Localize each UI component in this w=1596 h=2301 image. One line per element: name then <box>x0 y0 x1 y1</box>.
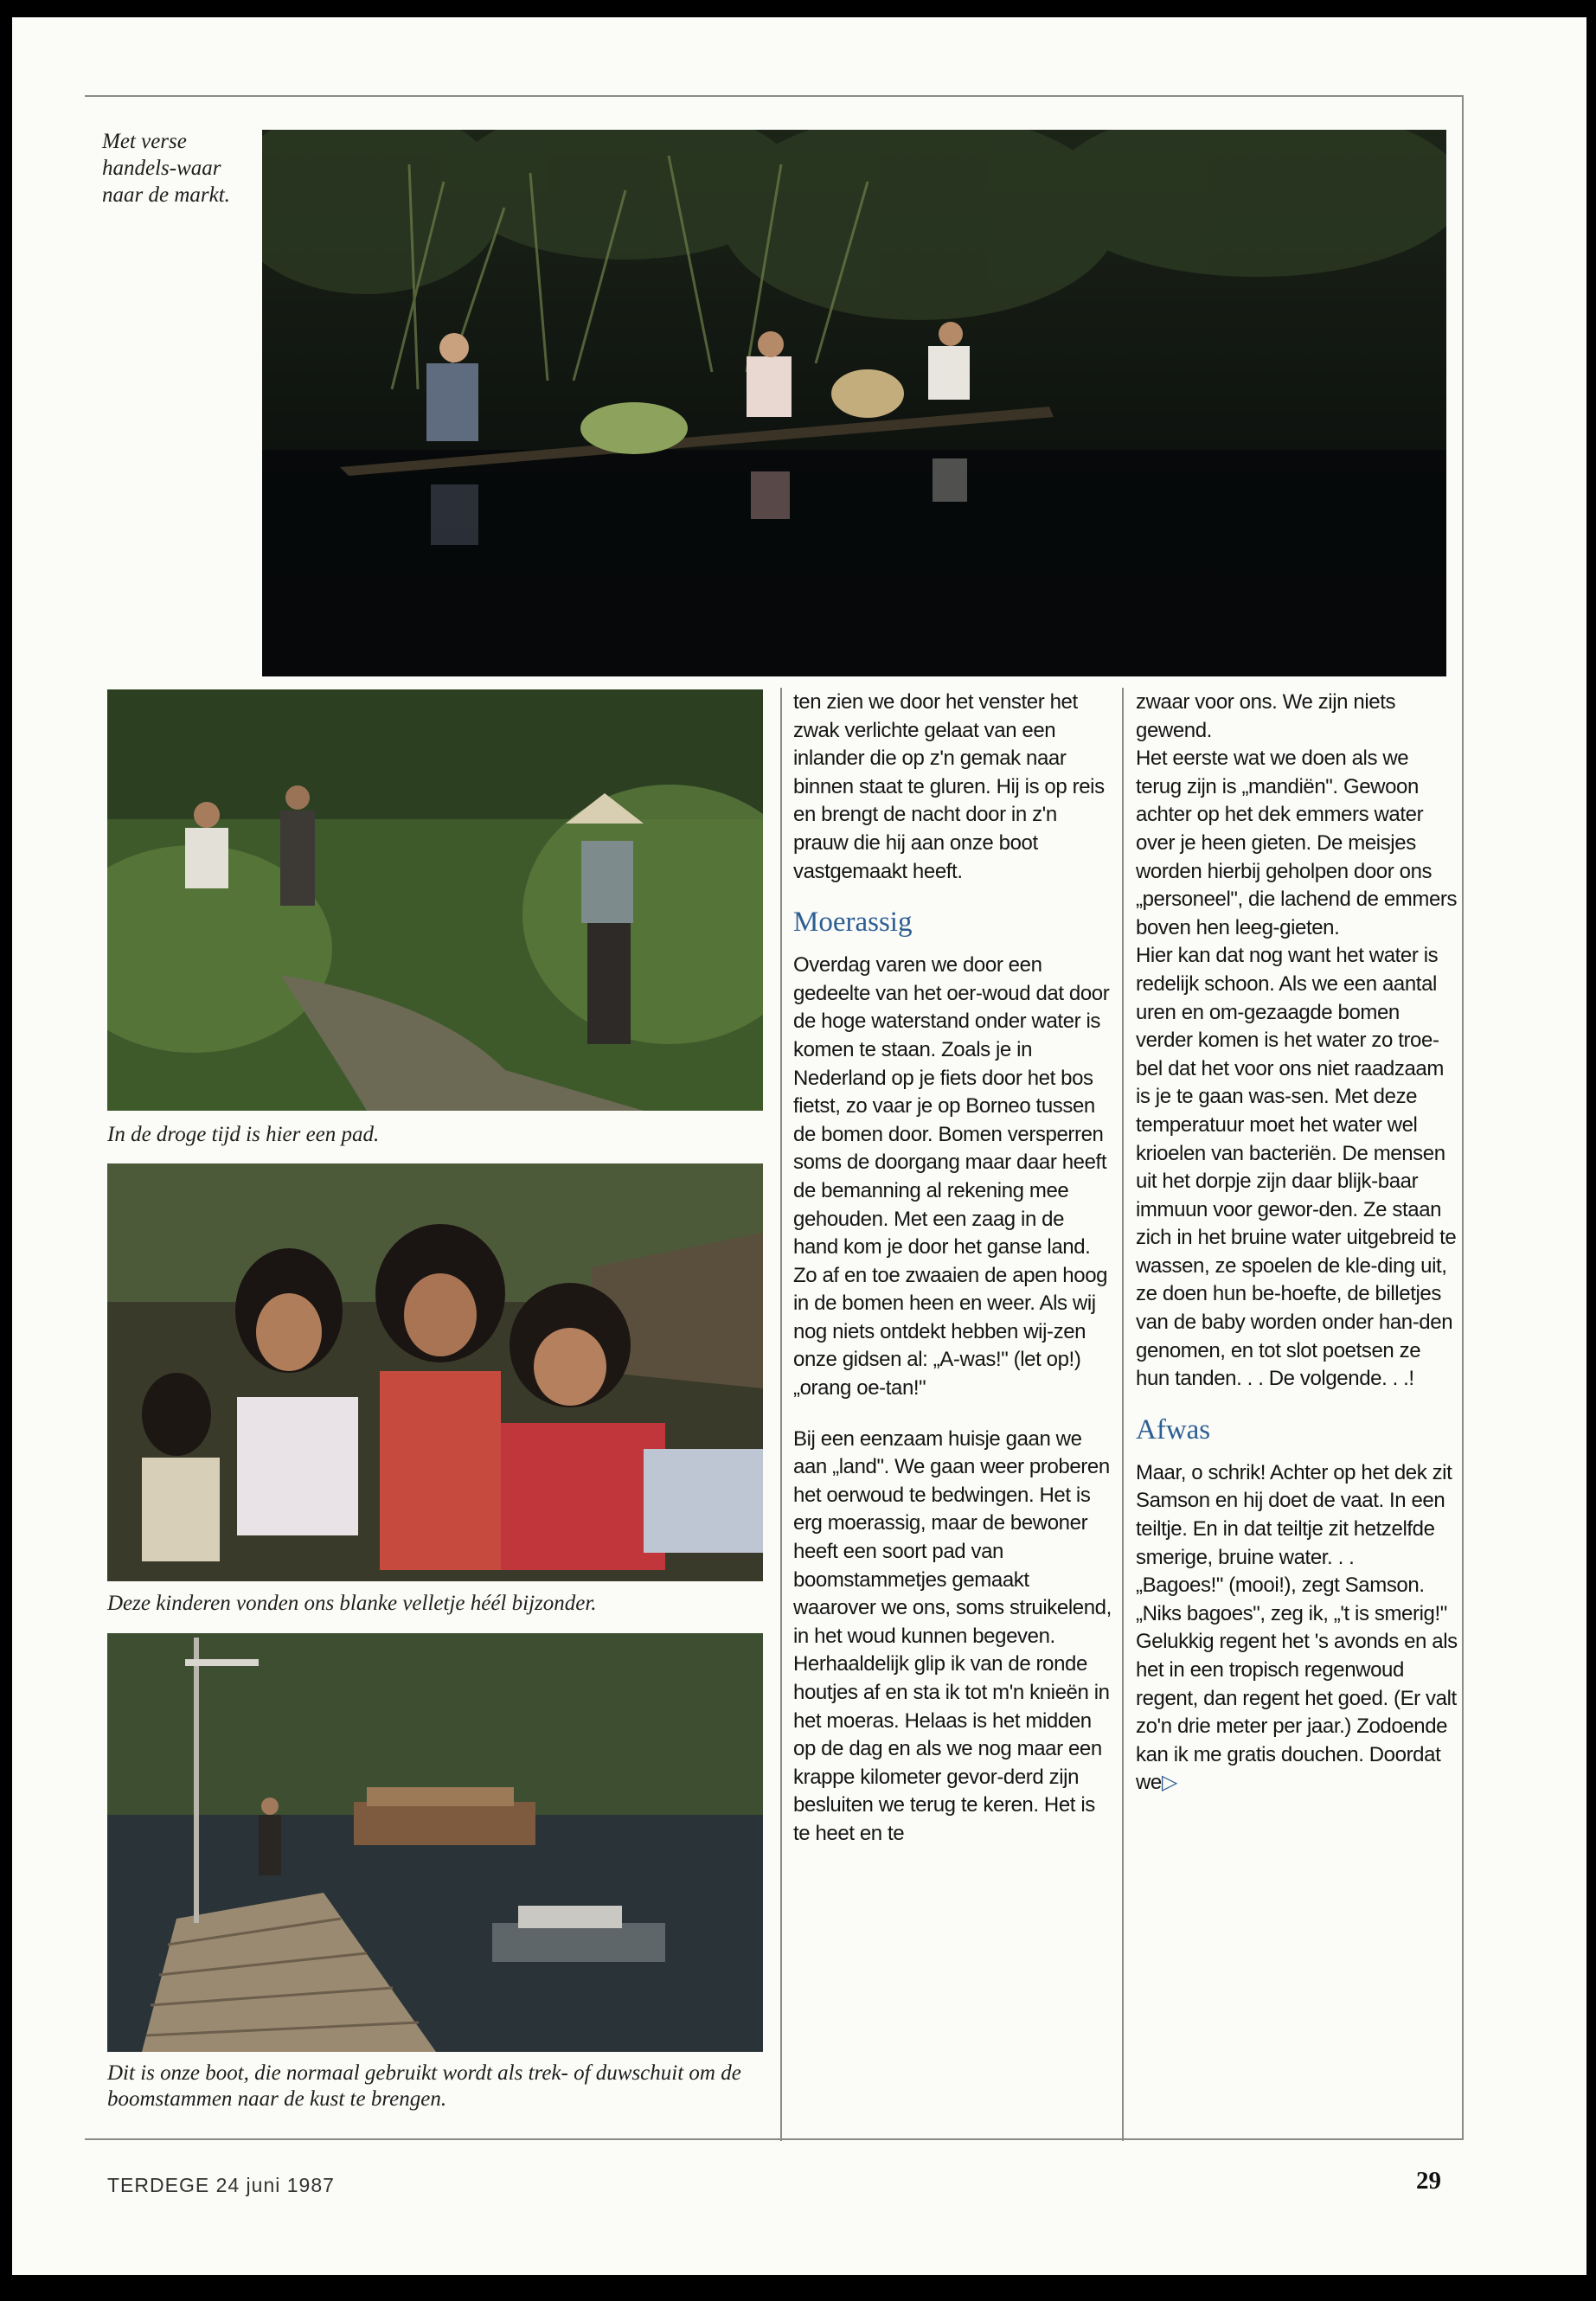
column2-para7 <box>1136 1628 1458 1798</box>
column2-para2: Het eerste wat we doen als we terug zijn is „mandiën". Gewoon achter op het dek emmers water over je heen gieten. De meisjes worden hierbij geholpen door ons „personeel", die lachend de emmers boven hen leeg-gieten. <box>1136 747 1458 939</box>
photo-children <box>107 1163 763 1581</box>
photo-our-boat-dock <box>107 1633 763 2052</box>
footer-issue <box>107 2174 335 2197</box>
column2-para5: „Bagoes!" (mooi!), zegt Samson. <box>1136 1574 1425 1598</box>
column2-para4: Maar, o schrik! Achter op het dek zit Samson en hij doet de vaat. In een teiltje. En in dat teiltje zit hetzelfde smerige, bruine water. . . <box>1136 1460 1452 1569</box>
page-number: 29 <box>1416 2167 1441 2195</box>
footer-date: 24 juni 1987 <box>215 2174 335 2196</box>
column2-para6: „Niks bagoes", zeg ik, „'t is smerig!" <box>1136 1601 1447 1625</box>
column2-para7-text: Gelukkig regent het 's avonds en als het in een tropisch regenwoud regent, dan regent het goed. (Er valt zo'n drie meter per jaar.) Zodoende kan ik me gratis douchen. Doordat we <box>1136 1630 1458 1795</box>
caption-path: In de droge tijd is hier een pad. <box>107 1123 380 1146</box>
footer-magazine: TERDEGE <box>107 2174 210 2196</box>
caption-children: Deze kinderen vonden ons blanke velletje héél bijzonder. <box>107 1592 597 1615</box>
caption-boat-market: Met verse handels-waar naar de markt. <box>102 130 230 207</box>
column2-para3: Hier kan dat nog want het water is redelijk schoon. Als we een aantal uren en om-gezaagde bomen verder komen is het water zo troe-bel dat het voor ons niet raadzaam is je te gaan was-sen. Met deze temperatuur moet het water wel krioelen van bacteriën. De mensen uit het dorpje zijn daar blijk-baar immuun voor gewor-den. Ze staan zich in het bruine water uitgebreid te wassen, ze spoelen de kle-ding uit, ze doen hun be-hoefte, de billetjes van de baby worden onder han-den genomen, en tot slot poetsen ze hun tanden. . . De volgende. . .! <box>1136 944 1457 1391</box>
article-column-2 <box>1136 689 1458 1798</box>
column2-para1: zwaar voor ons. We zijn niets gewend. <box>1136 690 1396 742</box>
continue-arrow-icon: ▷ <box>1161 1771 1177 1795</box>
heading-moerassig: Moerassig <box>793 907 913 939</box>
heading-afwas: Afwas <box>1136 1413 1211 1445</box>
article-column-1 <box>793 689 1113 1849</box>
column1-intro: ten zien we door het venster het zwak verlichte gelaat van een inlander die op z'n gemak naar binnen staat te gluren. Hij is op reis en brengt de nacht door in z'n prauw die hij aan onze boot vastgemaakt heeft. <box>793 690 1105 883</box>
column-rule-middle <box>1122 688 1124 2141</box>
column1-para1: Overdag varen we door een gedeelte van het oer-woud dat door de hoge waterstand onder water is komen te staan. Zoals je in Nederland op je fiets door het bos fietst, zo vaar je op Borneo tussen de bomen door. Bomen versperren soms de doorgang maar daar heeft de bemanning al rekening mee gehouden. Met een zaag in de hand kom je door het ganse land. Zo af en toe zwaaien de apen hoog in de bomen heen en weer. Als wij nog niets ontdekt hebben wij-zen onze gidsen al: „A-was!" (let op!) „orang oe-tan!" <box>793 953 1110 1400</box>
column1-para2: Bij een eenzaam huisje gaan we aan „land". We gaan weer proberen het oerwoud te bedwingen. Het is erg moerassig, maar de bewoner heeft een soort pad van boomstammetjes gemaakt waarover we ons, soms struikelend, in het woud kunnen begeven. Herhaaldelijk glip ik van de ronde houtjes af en sta ik tot m'n knieën in het moeras. Helaas is het midden op de dag en als we nog maar een krappe kilometer gevor-derd zijn besluiten we terug te keren. Het is te heet en te <box>793 1426 1112 1845</box>
photo-jungle-path <box>107 689 763 1111</box>
photo-canoe-river <box>262 130 1446 676</box>
column-rule-left <box>780 688 782 2141</box>
caption-our-boat: Dit is onze boot, die normaal gebruikt wordt als trek- of duwschuit om de boomstammen naar de kust te brengen. <box>107 2061 741 2111</box>
